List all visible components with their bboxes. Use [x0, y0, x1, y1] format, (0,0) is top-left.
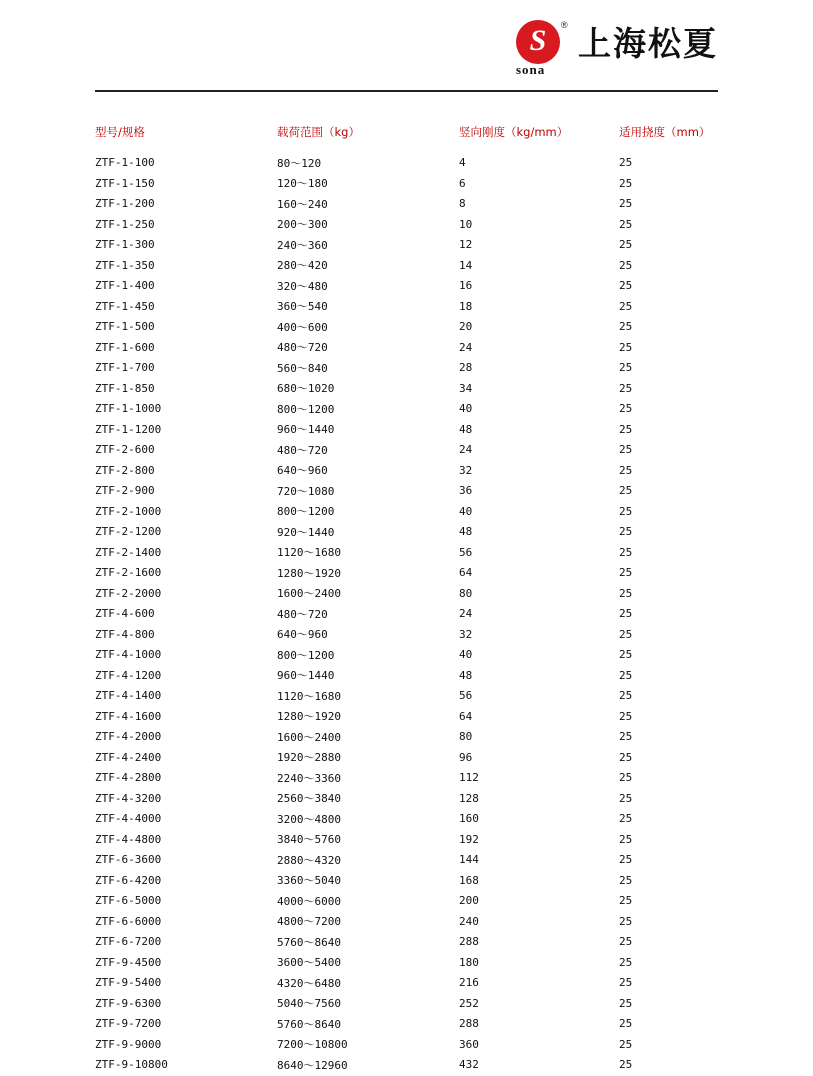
brand-name: 上海松夏	[578, 23, 718, 63]
cell-deflection: 25	[619, 955, 633, 969]
table-row	[95, 645, 718, 666]
cell-model: ZTF-1-400	[95, 279, 155, 293]
cell-model: ZTF-9-9000	[95, 1037, 162, 1051]
cell-model: ZTF-6-4200	[95, 873, 162, 887]
cell-deflection: 25	[619, 689, 633, 703]
cell-model: ZTF-2-1400	[95, 545, 162, 559]
cell-deflection: 25	[619, 648, 633, 662]
table-row	[95, 666, 718, 687]
cell-deflection: 25	[619, 586, 633, 600]
cell-deflection: 25	[619, 976, 633, 990]
cell-stiffness: 64	[459, 566, 473, 580]
cell-load-range: 400～600	[277, 320, 328, 334]
cell-stiffness: 160	[459, 812, 479, 826]
table-row	[95, 379, 718, 400]
cell-stiffness: 18	[459, 299, 473, 313]
cell-stiffness: 80	[459, 586, 473, 600]
cell-model: ZTF-4-1400	[95, 689, 162, 703]
header-divider	[95, 90, 718, 92]
cell-stiffness: 12	[459, 238, 473, 252]
cell-stiffness: 96	[459, 750, 473, 764]
cell-stiffness: 252	[459, 996, 479, 1010]
cell-model: ZTF-1-1200	[95, 422, 162, 436]
cell-stiffness: 40	[459, 648, 473, 662]
logo-letter: S	[529, 24, 547, 57]
cell-stiffness: 32	[459, 463, 473, 477]
table-row	[95, 973, 718, 994]
table-row	[95, 912, 718, 933]
cell-deflection: 25	[619, 197, 633, 211]
cell-load-range: 2240～3360	[277, 771, 341, 785]
cell-model: ZTF-6-3600	[95, 853, 162, 867]
table-row	[95, 543, 718, 564]
cell-stiffness: 180	[459, 955, 479, 969]
table-row	[95, 727, 718, 748]
cell-model: ZTF-2-600	[95, 443, 155, 457]
table-row	[95, 256, 718, 277]
cell-deflection: 25	[619, 525, 633, 539]
cell-deflection: 25	[619, 750, 633, 764]
cell-model: ZTF-4-4800	[95, 832, 162, 846]
registered-trademark-icon: ®	[561, 20, 568, 30]
cell-deflection: 25	[619, 771, 633, 785]
cell-stiffness: 144	[459, 853, 479, 867]
table-row	[95, 338, 718, 359]
table-row	[95, 399, 718, 420]
cell-model: ZTF-4-2400	[95, 750, 162, 764]
cell-model: ZTF-9-10800	[95, 1058, 168, 1072]
page-header	[0, 0, 813, 90]
cell-model: ZTF-9-6300	[95, 996, 162, 1010]
cell-stiffness: 112	[459, 771, 479, 785]
cell-model: ZTF-6-7200	[95, 935, 162, 949]
cell-load-range: 4800～7200	[277, 915, 341, 929]
cell-model: ZTF-2-2000	[95, 586, 162, 600]
spec-table-container	[0, 90, 813, 1076]
cell-stiffness: 200	[459, 894, 479, 908]
cell-load-range: 640～960	[277, 628, 328, 642]
cell-model: ZTF-6-6000	[95, 914, 162, 928]
cell-load-range: 480～720	[277, 443, 328, 457]
cell-load-range: 480～720	[277, 341, 328, 355]
cell-load-range: 920～1440	[277, 525, 335, 539]
table-row	[95, 194, 718, 215]
cell-deflection: 25	[619, 914, 633, 928]
cell-deflection: 25	[619, 668, 633, 682]
table-row	[95, 297, 718, 318]
column-header-vertical-stiffness: 竖向刚度（kg/mm）	[459, 125, 569, 139]
cell-load-range: 7200～10800	[277, 1038, 348, 1052]
cell-load-range: 2560～3840	[277, 792, 341, 806]
cell-load-range: 1600～2400	[277, 730, 341, 744]
cell-load-range: 1280～1920	[277, 710, 341, 724]
cell-stiffness: 432	[459, 1058, 479, 1072]
table-row	[95, 625, 718, 646]
cell-model: ZTF-1-700	[95, 361, 155, 375]
cell-model: ZTF-2-900	[95, 484, 155, 498]
table-row	[95, 440, 718, 461]
cell-load-range: 240～360	[277, 238, 328, 252]
cell-deflection: 25	[619, 422, 633, 436]
cell-deflection: 25	[619, 1058, 633, 1072]
cell-stiffness: 32	[459, 627, 473, 641]
cell-deflection: 25	[619, 156, 633, 170]
cell-stiffness: 192	[459, 832, 479, 846]
cell-load-range: 1280～1920	[277, 566, 341, 580]
spec-table	[95, 124, 718, 1076]
cell-stiffness: 8	[459, 197, 466, 211]
table-row	[95, 215, 718, 236]
table-header-row	[95, 124, 718, 153]
cell-stiffness: 36	[459, 484, 473, 498]
cell-deflection: 25	[619, 566, 633, 580]
cell-model: ZTF-4-600	[95, 607, 155, 621]
table-row	[95, 768, 718, 789]
cell-model: ZTF-6-5000	[95, 894, 162, 908]
cell-deflection: 25	[619, 361, 633, 375]
cell-model: ZTF-1-250	[95, 217, 155, 231]
cell-model: ZTF-1-150	[95, 176, 155, 190]
cell-deflection: 25	[619, 873, 633, 887]
cell-stiffness: 14	[459, 258, 473, 272]
cell-deflection: 25	[619, 812, 633, 826]
cell-stiffness: 34	[459, 381, 473, 395]
cell-stiffness: 216	[459, 976, 479, 990]
cell-stiffness: 240	[459, 914, 479, 928]
table-row	[95, 830, 718, 851]
cell-deflection: 25	[619, 217, 633, 231]
cell-model: ZTF-4-800	[95, 627, 155, 641]
cell-deflection: 25	[619, 381, 633, 395]
cell-model: ZTF-2-800	[95, 463, 155, 477]
cell-load-range: 2880～4320	[277, 853, 341, 867]
cell-model: ZTF-9-7200	[95, 1017, 162, 1031]
spec-table-body	[95, 153, 718, 1076]
table-row	[95, 953, 718, 974]
cell-stiffness: 24	[459, 443, 473, 457]
cell-stiffness: 128	[459, 791, 479, 805]
table-row	[95, 891, 718, 912]
table-row	[95, 686, 718, 707]
cell-deflection: 25	[619, 709, 633, 723]
table-row	[95, 317, 718, 338]
table-row	[95, 1055, 718, 1076]
cell-deflection: 25	[619, 443, 633, 457]
cell-load-range: 3360～5040	[277, 874, 341, 888]
cell-load-range: 320～480	[277, 279, 328, 293]
cell-model: ZTF-1-350	[95, 258, 155, 272]
cell-model: ZTF-1-450	[95, 299, 155, 313]
cell-stiffness: 16	[459, 279, 473, 293]
cell-deflection: 25	[619, 463, 633, 477]
cell-stiffness: 64	[459, 709, 473, 723]
cell-model: ZTF-4-1600	[95, 709, 162, 723]
cell-deflection: 25	[619, 996, 633, 1010]
cell-stiffness: 48	[459, 668, 473, 682]
cell-load-range: 200～300	[277, 218, 328, 232]
cell-model: ZTF-1-500	[95, 320, 155, 334]
cell-stiffness: 168	[459, 873, 479, 887]
cell-load-range: 360～540	[277, 300, 328, 314]
cell-stiffness: 40	[459, 402, 473, 416]
cell-load-range: 1920～2880	[277, 751, 341, 765]
cell-stiffness: 288	[459, 935, 479, 949]
cell-deflection: 25	[619, 340, 633, 354]
logo-pinyin: sona	[516, 62, 546, 77]
cell-model: ZTF-2-1600	[95, 566, 162, 580]
column-header-deflection: 适用挠度（mm）	[619, 125, 711, 139]
cell-load-range: 640～960	[277, 464, 328, 478]
cell-deflection: 25	[619, 176, 633, 190]
cell-load-range: 280～420	[277, 259, 328, 273]
cell-stiffness: 40	[459, 504, 473, 518]
cell-load-range: 720～1080	[277, 484, 335, 498]
cell-deflection: 25	[619, 935, 633, 949]
table-row	[95, 850, 718, 871]
cell-deflection: 25	[619, 299, 633, 313]
table-row	[95, 604, 718, 625]
table-row	[95, 481, 718, 502]
table-row	[95, 809, 718, 830]
cell-deflection: 25	[619, 791, 633, 805]
cell-deflection: 25	[619, 484, 633, 498]
company-logo	[514, 18, 718, 76]
table-row	[95, 584, 718, 605]
table-row	[95, 994, 718, 1015]
cell-deflection: 25	[619, 279, 633, 293]
table-row	[95, 461, 718, 482]
cell-stiffness: 28	[459, 361, 473, 375]
cell-deflection: 25	[619, 238, 633, 252]
cell-model: ZTF-1-100	[95, 156, 155, 170]
cell-stiffness: 360	[459, 1037, 479, 1051]
cell-model: ZTF-1-1000	[95, 402, 162, 416]
table-row	[95, 276, 718, 297]
table-row	[95, 502, 718, 523]
cell-deflection: 25	[619, 402, 633, 416]
cell-deflection: 25	[619, 607, 633, 621]
cell-load-range: 5760～8640	[277, 1017, 341, 1031]
table-row	[95, 748, 718, 769]
cell-load-range: 3600～5400	[277, 956, 341, 970]
table-row	[95, 358, 718, 379]
cell-stiffness: 4	[459, 156, 466, 170]
cell-stiffness: 24	[459, 340, 473, 354]
cell-model: ZTF-4-1000	[95, 648, 162, 662]
table-row	[95, 420, 718, 441]
table-row	[95, 871, 718, 892]
logo-circle-shape	[516, 20, 560, 64]
cell-model: ZTF-2-1200	[95, 525, 162, 539]
cell-load-range: 8640～12960	[277, 1058, 348, 1072]
cell-deflection: 25	[619, 627, 633, 641]
cell-model: ZTF-1-600	[95, 340, 155, 354]
cell-load-range: 120～180	[277, 177, 328, 191]
cell-load-range: 480～720	[277, 607, 328, 621]
cell-model: ZTF-9-4500	[95, 955, 162, 969]
cell-stiffness: 56	[459, 689, 473, 703]
cell-deflection: 25	[619, 545, 633, 559]
cell-stiffness: 80	[459, 730, 473, 744]
table-row	[95, 235, 718, 256]
cell-stiffness: 6	[459, 176, 466, 190]
cell-load-range: 3840～5760	[277, 833, 341, 847]
cell-model: ZTF-4-4000	[95, 812, 162, 826]
cell-stiffness: 48	[459, 422, 473, 436]
cell-deflection: 25	[619, 258, 633, 272]
table-row	[95, 932, 718, 953]
cell-model: ZTF-4-3200	[95, 791, 162, 805]
cell-stiffness: 56	[459, 545, 473, 559]
cell-load-range: 560～840	[277, 361, 328, 375]
cell-load-range: 160～240	[277, 197, 328, 211]
table-row	[95, 153, 718, 174]
cell-model: ZTF-4-1200	[95, 668, 162, 682]
table-row	[95, 563, 718, 584]
cell-load-range: 800～1200	[277, 505, 335, 519]
cell-stiffness: 48	[459, 525, 473, 539]
cell-load-range: 5040～7560	[277, 997, 341, 1011]
sona-logo-icon	[514, 18, 568, 76]
cell-load-range: 5760～8640	[277, 935, 341, 949]
cell-load-range: 3200～4800	[277, 812, 341, 826]
cell-model: ZTF-1-850	[95, 381, 155, 395]
cell-stiffness: 288	[459, 1017, 479, 1031]
cell-model: ZTF-2-1000	[95, 504, 162, 518]
cell-load-range: 4000～6000	[277, 894, 341, 908]
cell-stiffness: 20	[459, 320, 473, 334]
cell-load-range: 1120～1680	[277, 689, 341, 703]
cell-deflection: 25	[619, 1017, 633, 1031]
cell-load-range: 960～1440	[277, 669, 335, 683]
cell-model: ZTF-1-300	[95, 238, 155, 252]
cell-stiffness: 10	[459, 217, 473, 231]
cell-load-range: 680～1020	[277, 382, 335, 396]
table-row	[95, 707, 718, 728]
cell-deflection: 25	[619, 832, 633, 846]
cell-model: ZTF-9-5400	[95, 976, 162, 990]
table-row	[95, 174, 718, 195]
cell-deflection: 25	[619, 730, 633, 744]
cell-load-range: 4320～6480	[277, 976, 341, 990]
cell-load-range: 960～1440	[277, 423, 335, 437]
cell-deflection: 25	[619, 320, 633, 334]
cell-load-range: 800～1200	[277, 402, 335, 416]
cell-model: ZTF-4-2000	[95, 730, 162, 744]
cell-model: ZTF-4-2800	[95, 771, 162, 785]
table-row	[95, 1014, 718, 1035]
table-row	[95, 789, 718, 810]
cell-stiffness: 24	[459, 607, 473, 621]
cell-deflection: 25	[619, 504, 633, 518]
spec-table-head	[95, 124, 718, 153]
column-header-model: 型号/规格	[95, 125, 145, 139]
table-row	[95, 522, 718, 543]
cell-model: ZTF-1-200	[95, 197, 155, 211]
cell-load-range: 80～120	[277, 156, 322, 170]
cell-load-range: 1600～2400	[277, 587, 341, 601]
table-row	[95, 1035, 718, 1056]
cell-deflection: 25	[619, 1037, 633, 1051]
cell-deflection: 25	[619, 894, 633, 908]
cell-load-range: 1120～1680	[277, 546, 341, 560]
cell-load-range: 800～1200	[277, 648, 335, 662]
column-header-load-range: 载荷范围（kg）	[277, 125, 360, 139]
cell-deflection: 25	[619, 853, 633, 867]
